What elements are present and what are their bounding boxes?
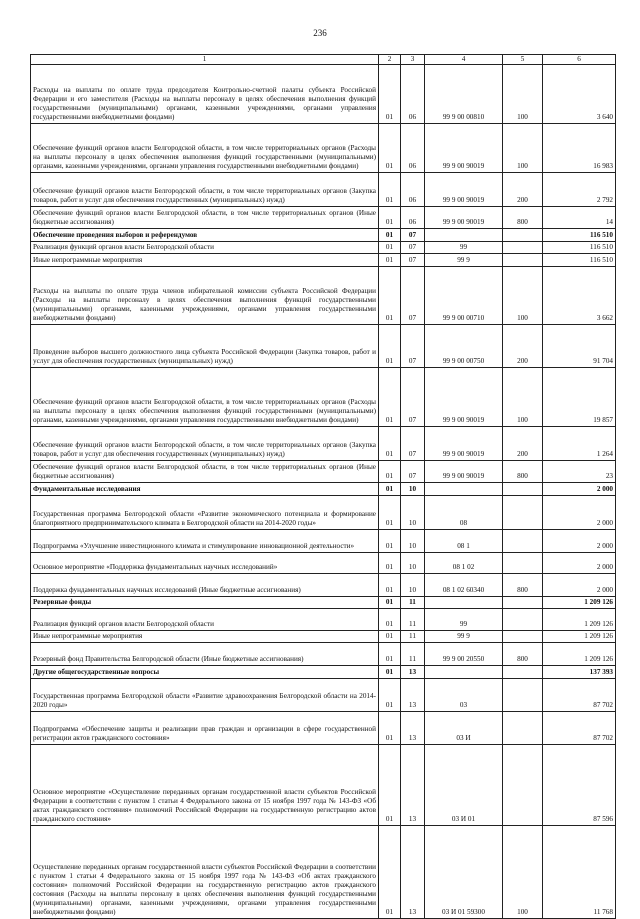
row-name: Обеспечение функций органов власти Белгородской области, в том числе территориальных органов (Закупка товаров, работ и услуг для обеспечения государственных (муниципальных) нужд) bbox=[31, 173, 379, 207]
row-section: 01 bbox=[379, 368, 401, 427]
page-number: 236 bbox=[313, 28, 327, 38]
row-section: 01 bbox=[379, 553, 401, 574]
row-section: 01 bbox=[379, 173, 401, 207]
row-name: Другие общегосударственные вопросы bbox=[31, 666, 379, 679]
header-col-6: 6 bbox=[543, 55, 616, 65]
table-row bbox=[31, 368, 616, 427]
table-row bbox=[31, 643, 616, 666]
row-name: Обеспечение функций органов власти Белгородской области, в том числе территориальных органов (Расходы на выплаты персоналу в целях обеспечения выполнения функций государственными (муниципальными) органами, казенными учреждениями, органами управления государственными внебюджетными фондами) bbox=[31, 124, 379, 173]
row-expense-type: 800 bbox=[503, 643, 543, 666]
table-row bbox=[31, 496, 616, 530]
row-expense-type: 800 bbox=[503, 207, 543, 229]
row-amount: 11 768 bbox=[543, 826, 616, 919]
row-amount: 2 000 bbox=[543, 483, 616, 496]
table-row bbox=[31, 325, 616, 368]
row-expense-type: 100 bbox=[503, 267, 543, 325]
row-target-article: 08 1 02 60340 bbox=[425, 574, 503, 597]
row-amount: 1 264 bbox=[543, 427, 616, 461]
table-row bbox=[31, 124, 616, 173]
row-subsection: 13 bbox=[401, 666, 425, 679]
table-row bbox=[31, 574, 616, 597]
row-amount: 91 704 bbox=[543, 325, 616, 368]
row-name: Осуществление переданных органам государственной власти субъектов Российской Федерации в соответствии с пунктом 1 статьи 4 Федерального закона от 15 ноября 1997 года № 143-ФЗ «Об актах гражданского состояния» полномочий Российской Федерации на государственную регистрацию актов гражданского состояния (Расходы на выплаты персоналу в целях обеспечения выполнения функций государственными (муниципальными) органами, казенными учреждениями, органами управления государственными внебюджетными фондами) bbox=[31, 826, 379, 919]
row-section: 01 bbox=[379, 65, 401, 124]
table-row bbox=[31, 229, 616, 242]
header-col-4: 4 bbox=[425, 55, 503, 65]
row-name: Подпрограмма «Обеспечение защиты и реализации прав граждан и организации в сфере государственной регистрации актов гражданского состояния» bbox=[31, 712, 379, 745]
row-section: 01 bbox=[379, 496, 401, 530]
row-section: 01 bbox=[379, 483, 401, 496]
row-amount: 23 bbox=[543, 461, 616, 483]
row-subsection: 07 bbox=[401, 254, 425, 267]
row-amount: 2 000 bbox=[543, 553, 616, 574]
row-target-article: 99 bbox=[425, 609, 503, 631]
table-row bbox=[31, 666, 616, 679]
row-target-article: 99 9 00 90019 bbox=[425, 427, 503, 461]
table-row bbox=[31, 609, 616, 631]
row-name: Фундаментальные исследования bbox=[31, 483, 379, 496]
row-subsection: 07 bbox=[401, 242, 425, 254]
row-name: Реализация функций органов власти Белгородской области bbox=[31, 242, 379, 254]
row-amount: 2 000 bbox=[543, 574, 616, 597]
table-row bbox=[31, 483, 616, 496]
row-target-article bbox=[425, 666, 503, 679]
row-expense-type bbox=[503, 254, 543, 267]
row-section: 01 bbox=[379, 712, 401, 745]
row-amount: 87 596 bbox=[543, 745, 616, 826]
header-col-5: 5 bbox=[503, 55, 543, 65]
row-subsection: 11 bbox=[401, 631, 425, 643]
row-section: 01 bbox=[379, 229, 401, 242]
row-name: Расходы на выплаты по оплате труда членов избирательной комиссии субъекта Российской Федерации (Расходы на выплаты персоналу в целях обеспечения выполнения функций государственными (муниципальными) органами, казенными учреждениями, органами управления государственными внебюджетными фондами) bbox=[31, 267, 379, 325]
row-name: Основное мероприятие «Осуществление переданных органам государственной власти субъектов Российской Федерации в соответствии с пунктом 1 статьи 4 Федерального закона от 15 ноября 1997 года № 143-ФЗ «Об актах гражданского состояния» полномочий Российской Федерации на государственную регистрацию актов гражданского состояния» bbox=[31, 745, 379, 826]
table-row bbox=[31, 679, 616, 712]
header-col-1: 1 bbox=[31, 55, 379, 65]
row-name: Государственная программа Белгородской области «Развитие здравоохранения Белгородской области на 2014-2020 годы» bbox=[31, 679, 379, 712]
row-amount: 2 792 bbox=[543, 173, 616, 207]
row-subsection: 13 bbox=[401, 712, 425, 745]
row-expense-type: 100 bbox=[503, 368, 543, 427]
row-target-article bbox=[425, 483, 503, 496]
table-row bbox=[31, 461, 616, 483]
row-amount: 3 640 bbox=[543, 65, 616, 124]
header-col-3: 3 bbox=[401, 55, 425, 65]
row-target-article: 99 9 bbox=[425, 254, 503, 267]
row-section: 01 bbox=[379, 574, 401, 597]
row-target-article: 99 9 00 20550 bbox=[425, 643, 503, 666]
budget-table bbox=[30, 54, 616, 919]
row-expense-type bbox=[503, 745, 543, 826]
row-expense-type bbox=[503, 712, 543, 745]
row-target-article: 03 И bbox=[425, 712, 503, 745]
row-section: 01 bbox=[379, 461, 401, 483]
table-header-row bbox=[31, 55, 616, 65]
table-row bbox=[31, 712, 616, 745]
table-body bbox=[31, 65, 616, 919]
table-row bbox=[31, 631, 616, 643]
row-subsection: 07 bbox=[401, 461, 425, 483]
row-name: Обеспечение функций органов власти Белгородской области, в том числе территориальных органов (Иные бюджетные ассигнования) bbox=[31, 461, 379, 483]
row-subsection: 10 bbox=[401, 483, 425, 496]
row-subsection: 07 bbox=[401, 427, 425, 461]
row-expense-type bbox=[503, 242, 543, 254]
row-section: 01 bbox=[379, 254, 401, 267]
row-section: 01 bbox=[379, 826, 401, 919]
row-target-article: 99 bbox=[425, 242, 503, 254]
row-subsection: 10 bbox=[401, 530, 425, 553]
row-subsection: 10 bbox=[401, 496, 425, 530]
row-section: 01 bbox=[379, 609, 401, 631]
row-subsection: 13 bbox=[401, 745, 425, 826]
row-subsection: 13 bbox=[401, 679, 425, 712]
row-section: 01 bbox=[379, 666, 401, 679]
row-section: 01 bbox=[379, 207, 401, 229]
row-amount: 1 209 126 bbox=[543, 643, 616, 666]
row-target-article: 99 9 00 90019 bbox=[425, 368, 503, 427]
row-subsection: 11 bbox=[401, 609, 425, 631]
row-target-article: 03 И 01 59300 bbox=[425, 826, 503, 919]
row-expense-type bbox=[503, 553, 543, 574]
table-row bbox=[31, 745, 616, 826]
row-amount: 137 393 bbox=[543, 666, 616, 679]
row-expense-type bbox=[503, 597, 543, 609]
row-target-article: 03 И 01 bbox=[425, 745, 503, 826]
row-name: Поддержка фундаментальных научных исследований (Иные бюджетные ассигнования) bbox=[31, 574, 379, 597]
row-amount: 1 209 126 bbox=[543, 597, 616, 609]
row-section: 01 bbox=[379, 325, 401, 368]
row-subsection: 11 bbox=[401, 643, 425, 666]
row-amount: 87 702 bbox=[543, 679, 616, 712]
table-row bbox=[31, 65, 616, 124]
row-subsection: 07 bbox=[401, 325, 425, 368]
row-name: Обеспечение функций органов власти Белгородской области, в том числе территориальных органов (Расходы на выплаты персоналу в целях обеспечения выполнения функций государственными (муниципальными) органами, казенными учреждениями, органами управления государственными внебюджетными фондами) bbox=[31, 368, 379, 427]
row-section: 01 bbox=[379, 242, 401, 254]
row-target-article: 99 9 00 90019 bbox=[425, 461, 503, 483]
row-name: Обеспечение проведения выборов и референдумов bbox=[31, 229, 379, 242]
row-target-article: 99 9 00 90019 bbox=[425, 207, 503, 229]
table-row bbox=[31, 207, 616, 229]
row-section: 01 bbox=[379, 124, 401, 173]
row-expense-type: 100 bbox=[503, 65, 543, 124]
row-target-article: 99 9 00 00710 bbox=[425, 267, 503, 325]
row-name: Обеспечение функций органов власти Белгородской области, в том числе территориальных органов (Закупка товаров, работ и услуг для обеспечения государственных (муниципальных) нужд) bbox=[31, 427, 379, 461]
row-name: Проведение выборов высшего должностного лица субъекта Российской Федерации (Закупка товаров, работ и услуг для обеспечения государственных (муниципальных) нужд) bbox=[31, 325, 379, 368]
row-section: 01 bbox=[379, 427, 401, 461]
header-col-2: 2 bbox=[379, 55, 401, 65]
row-subsection: 06 bbox=[401, 65, 425, 124]
row-expense-type: 200 bbox=[503, 325, 543, 368]
row-target-article bbox=[425, 597, 503, 609]
row-name: Подпрограмма «Улучшение инвестиционного климата и стимулирование инновационной деятельности» bbox=[31, 530, 379, 553]
row-expense-type bbox=[503, 229, 543, 242]
row-amount: 16 983 bbox=[543, 124, 616, 173]
row-target-article: 99 9 00 00750 bbox=[425, 325, 503, 368]
row-subsection: 06 bbox=[401, 173, 425, 207]
row-expense-type: 800 bbox=[503, 574, 543, 597]
row-amount: 14 bbox=[543, 207, 616, 229]
row-section: 01 bbox=[379, 267, 401, 325]
row-amount: 87 702 bbox=[543, 712, 616, 745]
row-target-article: 08 1 bbox=[425, 530, 503, 553]
row-section: 01 bbox=[379, 631, 401, 643]
row-amount: 116 510 bbox=[543, 254, 616, 267]
row-name: Основное мероприятие «Поддержка фундаментальных научных исследований» bbox=[31, 553, 379, 574]
table-row bbox=[31, 173, 616, 207]
row-target-article: 08 1 02 bbox=[425, 553, 503, 574]
row-subsection: 11 bbox=[401, 597, 425, 609]
table-row bbox=[31, 427, 616, 461]
row-expense-type bbox=[503, 609, 543, 631]
row-subsection: 13 bbox=[401, 826, 425, 919]
row-name: Расходы на выплаты по оплате труда председателя Контрольно-счетной палаты субъекта Российской Федерации и его заместителя (Расходы на выплаты персоналу в целях обеспечения выполнения функций государственными (муниципальными) органами, казенными учреждениями, органами управления государственными внебюджетными фондами) bbox=[31, 65, 379, 124]
table-row bbox=[31, 597, 616, 609]
row-name: Иные непрограммные мероприятия bbox=[31, 631, 379, 643]
row-name: Государственная программа Белгородской области «Развитие экономического потенциала и формирование благоприятного предпринимательского климата в Белгородской области на 2014-2020 годы» bbox=[31, 496, 379, 530]
row-amount: 2 000 bbox=[543, 530, 616, 553]
row-expense-type bbox=[503, 530, 543, 553]
row-expense-type: 100 bbox=[503, 124, 543, 173]
row-target-article: 99 9 00 00810 bbox=[425, 65, 503, 124]
table-row bbox=[31, 530, 616, 553]
row-expense-type bbox=[503, 679, 543, 712]
row-target-article: 08 bbox=[425, 496, 503, 530]
table-row bbox=[31, 242, 616, 254]
row-section: 01 bbox=[379, 745, 401, 826]
row-subsection: 07 bbox=[401, 267, 425, 325]
table-row bbox=[31, 267, 616, 325]
row-target-article bbox=[425, 229, 503, 242]
row-target-article: 99 9 00 90019 bbox=[425, 173, 503, 207]
row-expense-type bbox=[503, 631, 543, 643]
row-amount: 116 510 bbox=[543, 242, 616, 254]
row-name: Обеспечение функций органов власти Белгородской области, в том числе территориальных органов (Иные бюджетные ассигнования) bbox=[31, 207, 379, 229]
row-subsection: 07 bbox=[401, 229, 425, 242]
row-subsection: 10 bbox=[401, 574, 425, 597]
row-expense-type: 200 bbox=[503, 427, 543, 461]
row-amount: 1 209 126 bbox=[543, 609, 616, 631]
row-expense-type: 200 bbox=[503, 173, 543, 207]
row-subsection: 10 bbox=[401, 553, 425, 574]
row-target-article: 99 9 00 90019 bbox=[425, 124, 503, 173]
row-target-article: 03 bbox=[425, 679, 503, 712]
row-amount: 3 662 bbox=[543, 267, 616, 325]
row-subsection: 06 bbox=[401, 207, 425, 229]
row-section: 01 bbox=[379, 643, 401, 666]
row-expense-type bbox=[503, 666, 543, 679]
row-subsection: 07 bbox=[401, 368, 425, 427]
table-row bbox=[31, 553, 616, 574]
row-name: Реализация функций органов власти Белгородской области bbox=[31, 609, 379, 631]
row-name: Иные непрограммные мероприятия bbox=[31, 254, 379, 267]
row-expense-type: 100 bbox=[503, 826, 543, 919]
row-subsection: 06 bbox=[401, 124, 425, 173]
table-row bbox=[31, 254, 616, 267]
row-expense-type: 800 bbox=[503, 461, 543, 483]
row-expense-type bbox=[503, 496, 543, 530]
row-name: Резервные фонды bbox=[31, 597, 379, 609]
row-name: Резервный фонд Правительства Белгородской области (Иные бюджетные ассигнования) bbox=[31, 643, 379, 666]
row-amount: 2 000 bbox=[543, 496, 616, 530]
row-expense-type bbox=[503, 483, 543, 496]
row-section: 01 bbox=[379, 530, 401, 553]
row-target-article: 99 9 bbox=[425, 631, 503, 643]
row-section: 01 bbox=[379, 597, 401, 609]
row-amount: 1 209 126 bbox=[543, 631, 616, 643]
row-amount: 116 510 bbox=[543, 229, 616, 242]
row-amount: 19 857 bbox=[543, 368, 616, 427]
row-section: 01 bbox=[379, 679, 401, 712]
